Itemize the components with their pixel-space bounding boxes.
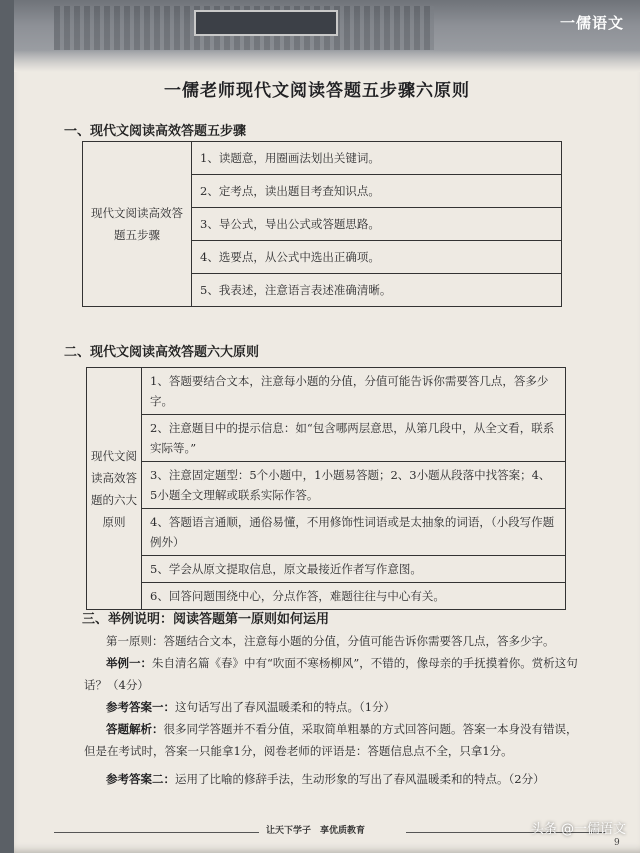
six-principles-label: 现代文阅读高效答题的六大原则 [87, 368, 142, 610]
table-row [87, 509, 566, 556]
principle-paragraph: 第一原则：答题结合文本，注意每小题的分值，分值可能告诉你需要答几点，答多少字。 [106, 634, 555, 648]
rule-cell: 3、注意固定题型：5个小题中，1小题易答题；2、3小题从段落中找答案；4、5小题全文理解或联系实际作答。 [142, 462, 566, 509]
answer2-text: 运用了比喻的修辞手法，生动形象的写出了春风温暖柔和的特点。（2分） [175, 772, 545, 786]
header-photo-banner [14, 0, 640, 72]
table-row [87, 368, 566, 415]
table-row [87, 462, 566, 509]
footer-slogan: 让天下学子 享优质教育 [266, 826, 366, 836]
table-row [87, 556, 566, 583]
section3-body [84, 630, 584, 790]
six-principles-table [86, 367, 566, 610]
step-cell: 1、读题意，用圈画法划出关键词。 [192, 142, 562, 175]
analysis-label: 答题解析： [106, 722, 164, 736]
example-label: 举例一： [106, 656, 152, 670]
document-page [14, 0, 640, 853]
table-row [83, 142, 562, 175]
step-cell: 5、我表述，注意语言表述准确清晰。 [192, 274, 562, 307]
page-title: 一儒老师现代文阅读答题五步骤六原则 [164, 81, 470, 101]
analysis-text: 很多同学答题并不看分值，采取简单粗暴的方式回答问题。答案一本身没有错误，但是在考试时，答案一只能拿1分，阅卷老师的评语是：答题信息点不全，只拿1分。 [84, 722, 578, 758]
table-row [87, 415, 566, 462]
rule-cell: 1、答题要结合文本，注意每小题的分值，分值可能告诉你需要答几点，答多少字。 [142, 368, 566, 415]
step-cell: 3、导公式，导出公式或答题思路。 [192, 208, 562, 241]
rule-cell: 4、答题语言通顺，通俗易懂，不用修饰性词语或是太抽象的词语，（小段写作题例外） [142, 509, 566, 556]
example-text: 朱自清名篇《春》中有“吹面不寒杨柳风”，不错的，像母亲的手抚摸着你。赏析这句话？（4分） [84, 656, 578, 692]
answer1-paragraph [84, 696, 584, 718]
rule-cell: 6、回答问题围绕中心，分点作答，难题往往与中心有关。 [142, 583, 566, 610]
section3-heading: 三、举例说明：阅读答题第一原则如何运用 [82, 612, 330, 627]
answer1-text: 这句话写出了春风温暖柔和的特点。（1分） [175, 700, 396, 714]
answer2-paragraph [84, 768, 584, 790]
example-paragraph [84, 652, 584, 696]
header-photo-plaque [194, 10, 338, 36]
step-cell: 2、定考点，读出题目考查知识点。 [192, 175, 562, 208]
answer2-label: 参考答案二： [106, 772, 175, 786]
analysis-paragraph [84, 718, 584, 762]
watermark-text: 头条 @一儒语文 [530, 822, 626, 837]
step-cell: 4、选要点，从公式中选出正确项。 [192, 241, 562, 274]
five-steps-table [82, 141, 562, 307]
table-row [87, 583, 566, 610]
footer-rule-left [54, 832, 259, 833]
page-number: 9 [614, 838, 620, 848]
answer1-label: 参考答案一： [106, 700, 175, 714]
rule-cell: 5、学会从原文提取信息，原文最接近作者写作意图。 [142, 556, 566, 583]
header-photo-fade [14, 50, 640, 72]
section1-heading: 一、现代文阅读高效答题五步骤 [64, 124, 247, 139]
brand-logo-text: 一儒语文 [559, 14, 624, 32]
rule-cell: 2、注意题目中的提示信息：如“包含哪两层意思，从第几段中，从全文看，联系实际等。” [142, 415, 566, 462]
five-steps-label: 现代文阅读高效答题五步骤 [83, 142, 192, 307]
section2-heading: 二、现代文阅读高效答题六大原则 [64, 345, 260, 360]
